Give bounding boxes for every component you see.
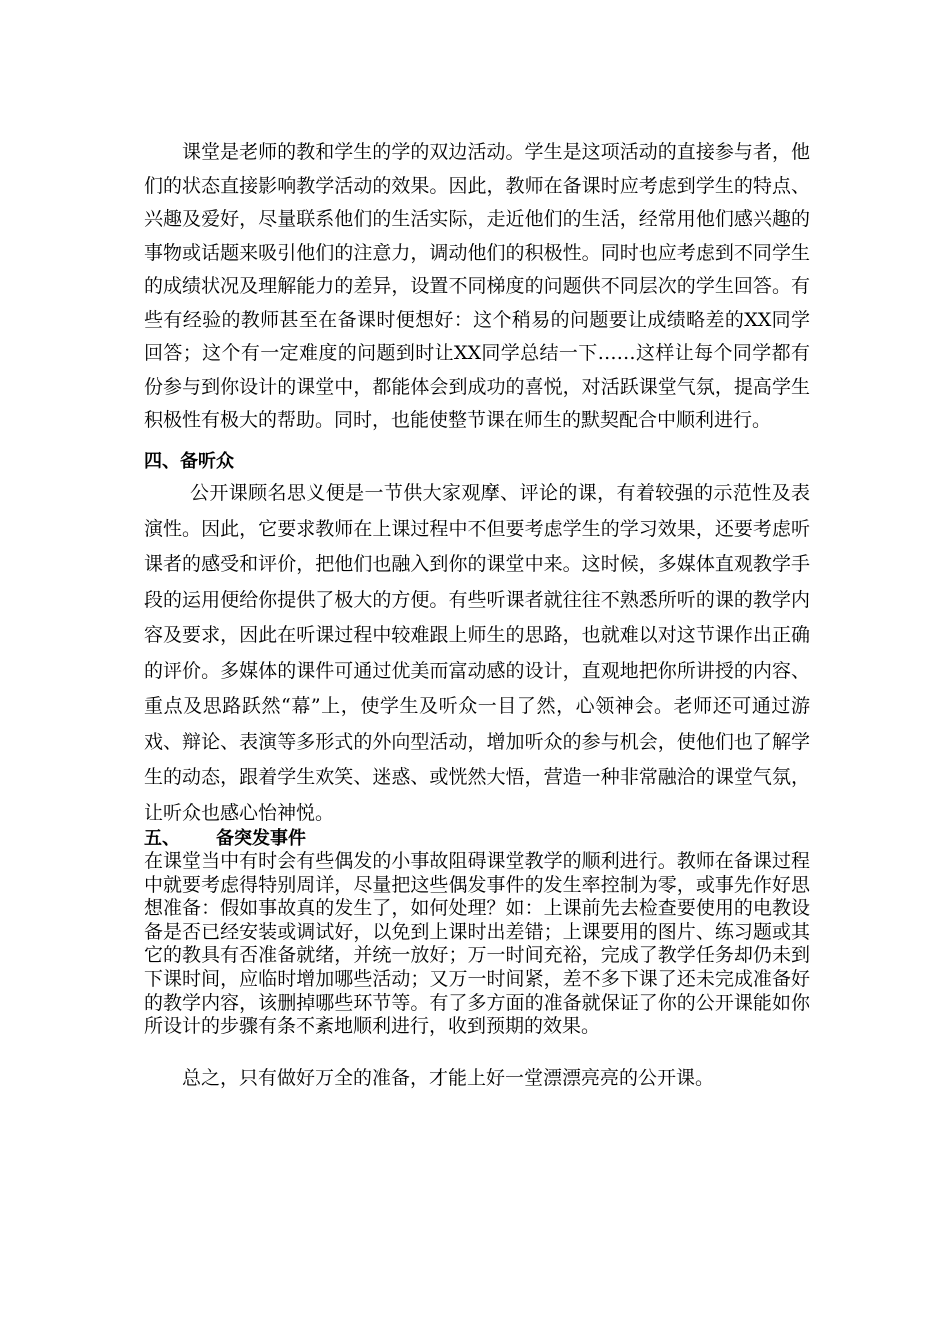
heading-audience: 四、备听众 bbox=[144, 451, 234, 472]
heading-emergency-number: 五、 bbox=[144, 828, 180, 849]
conclusion-paragraph: 总之，只有做好万全的准备，才能上好一堂漂漂亮亮的公开课。 bbox=[182, 1067, 715, 1089]
heading-emergency-title: 备突发事件 bbox=[216, 828, 306, 849]
intro-paragraph: 课堂是老师的教和学生的学的双边活动。学生是这项活动的直接参与者，他们的状态直接影响教学活动的效果。因此，教师在备课时应考虑到学生的特点、兴趣及爱好，尽量联系他们的生活实际，走近他们的生活，经常用他们感兴趣的事物或话题来吸引他们的注意力，调动他们的积极性。同时也应考虑到不同学生的成绩状况及理解能力的差异，设置不同梯度的问题供不同层次的学生回答。有些有经验的教师甚至在备课时便想好：这个稍易的问题要让成绩略差的XX同学回答；这个有一定难度的问题到时让XX同学总结一下……这样让每个同学都有份参与到你设计的课堂中，都能体会到成功的喜悦，对活跃课堂气氛，提高学生积极性有极大的帮助。同时，也能使整节课在师生的默契配合中顺利进行。 bbox=[144, 141, 810, 431]
emergency-paragraph: 在课堂当中有时会有些偶发的小事故阻碍课堂教学的顺利进行。教师在备课过程中就要考虑得特别周详，尽量把这些偶发事件的发生率控制为零，或事先作好思想准备：假如事故真的发生了，如何处理？如：上课前先去检查要使用的电教设备是否已经安装或调试好，以免到上课时出差错；上课要用的图片、练习题或其它的教具有否准备就绪，并统一放好；万一时间充裕，完成了教学任务却仍未到下课时间，应临时增加哪些活动；又万一时间紧，差不多下课了还未完成准备好的教学内容，该删掉哪些环节等。有了多方面的准备就保证了你的公开课能如你所设计的步骤有条不紊地顺利进行，收到预期的效果。 bbox=[144, 850, 810, 1038]
audience-paragraph: 公开课顾名思义便是一节供大家观摩、评论的课，有着较强的示范性及表演性。因此，它要求教师在上课过程中不但要考虑学生的学习效果，还要考虑听课者的感受和评价，把他们也融入到你的课堂中来。这时候，多媒体直观教学手段的运用便给你提供了极大的方便。有些听课者就往往不熟悉所听的课的教学内容及要求，因此在听课过程中较难跟上师生的思路，也就难以对这节课作出正确的评价。多媒体的课件可通过优美而富动感的设计，直观地把你所讲授的内容、重点及思路跃然“幕”上，使学生及听众一目了然，心领神会。老师还可通过游戏、辩论、表演等多形式的外向型活动，增加听众的参与机会，使他们也了解学生的动态，跟着学生欢笑、迷惑、或恍然大悟，营造一种非常融洽的课堂气氛，让听众也感心怡神悦。 bbox=[144, 482, 810, 824]
heading-emergency bbox=[144, 827, 306, 851]
